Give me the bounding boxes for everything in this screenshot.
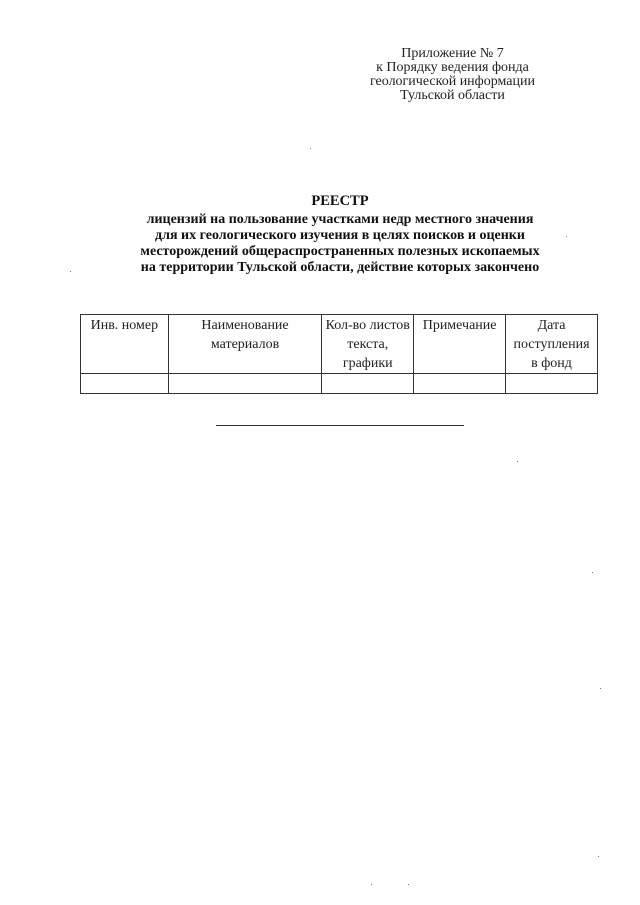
table-cell [81, 374, 169, 394]
title-heading: РЕЕСТР [311, 193, 369, 209]
table-header-row [81, 315, 598, 374]
title-line-2: для их геологического изучения в целях поисков и оценки [155, 228, 525, 243]
table-row [81, 374, 598, 394]
annex-line-3: геологической информации [369, 74, 535, 89]
annex-line-4: Тульской области [400, 88, 505, 103]
scan-speck [592, 572, 593, 573]
table-cell [414, 374, 506, 394]
closing-rule [216, 425, 464, 426]
document-title [80, 193, 600, 276]
scan-speck [371, 884, 372, 885]
header-sheet-count: Кол-во листов текста, графики [322, 315, 414, 374]
header-receipt-date: Дата поступления в фонд [506, 315, 598, 374]
annex-reference [345, 47, 560, 103]
title-line-4: на территории Тульской области, действие которых закончено [140, 260, 540, 275]
scan-speck [598, 856, 599, 857]
header-material-name: Наименование материалов [168, 315, 322, 374]
table-cell [322, 374, 414, 394]
scan-speck [600, 688, 601, 689]
table-cell [168, 374, 322, 394]
registry-table [80, 314, 598, 394]
table-cell [506, 374, 598, 394]
scan-speck [517, 461, 518, 462]
scan-speck [70, 271, 71, 272]
annex-line-1: Приложение № 7 [401, 46, 504, 61]
annex-line-2: к Порядку ведения фонда [376, 60, 529, 75]
scan-speck [310, 148, 311, 149]
header-note: Примечание [414, 315, 506, 374]
scan-speck [566, 236, 567, 237]
header-inventory-number: Инв. номер [81, 315, 169, 374]
title-line-3: месторождений общераспространенных полезных ископаемых [140, 244, 540, 259]
title-line-1: лицензий на пользование участками недр местного значения [146, 212, 534, 227]
scan-speck [408, 884, 409, 885]
